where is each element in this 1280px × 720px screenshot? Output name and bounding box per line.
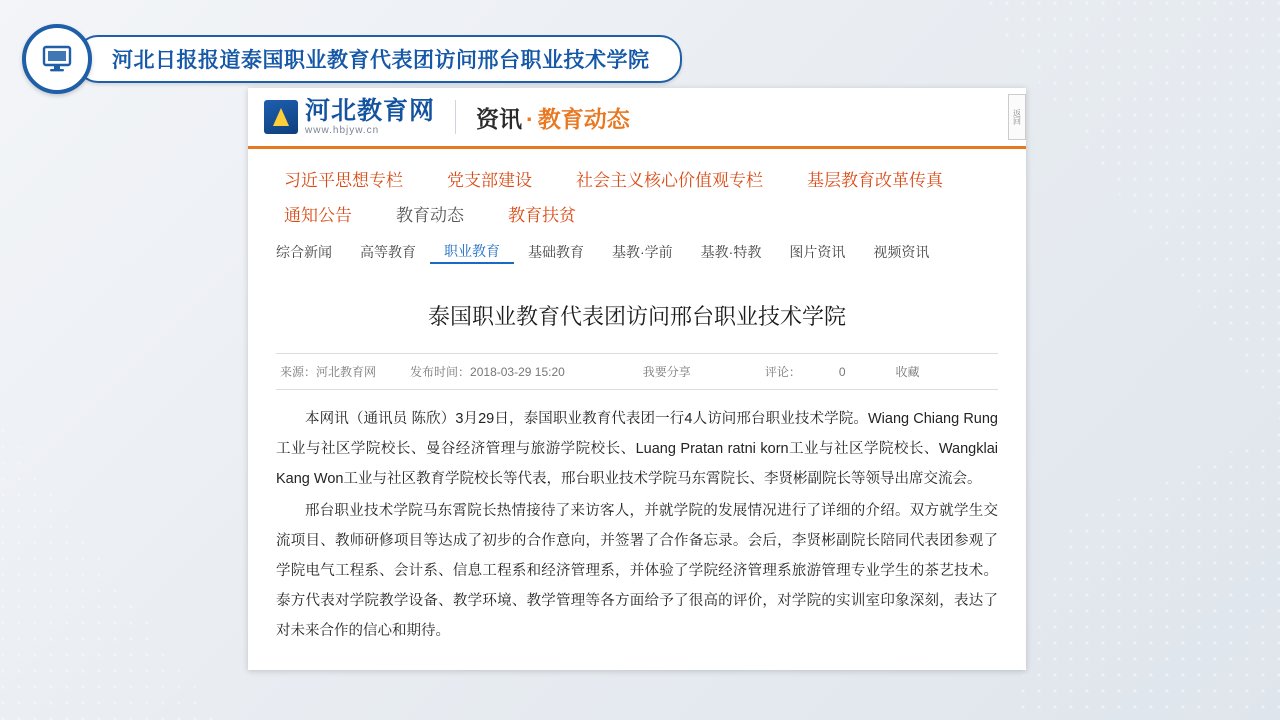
site-logo-url: www.hbjyw.cn — [305, 125, 380, 137]
nav-item-values[interactable]: 社会主义核心价值观专栏 — [576, 171, 763, 190]
time-value: 2018-03-29 15:20 — [470, 365, 565, 379]
time-label: 发布时间： — [410, 365, 471, 379]
webpage-screenshot — [248, 88, 1026, 670]
section-dot: · — [526, 105, 534, 132]
nav-item-reform[interactable]: 基层教育改革传真 — [807, 171, 943, 190]
subnav-item-video[interactable]: 视频资讯 — [873, 243, 930, 260]
slide-title-banner — [22, 24, 682, 94]
subnav-item-preschool[interactable]: 基教·学前 — [612, 243, 673, 260]
subnav-item-basic[interactable]: 基础教育 — [528, 243, 584, 260]
header-divider — [455, 100, 456, 134]
nav-item-notice[interactable]: 通知公告 — [284, 206, 352, 225]
nav-item-edu-news[interactable]: 教育动态 — [396, 206, 464, 225]
subnav-item-general[interactable]: 综合新闻 — [276, 243, 332, 260]
section-prefix: 资讯 — [476, 105, 523, 132]
site-logo-name: 河北教育网 — [305, 96, 436, 125]
secondary-navigation — [248, 233, 1026, 274]
flame-icon — [273, 108, 289, 126]
source-label: 来源： — [280, 365, 317, 379]
article-body — [276, 404, 998, 646]
section-name: 教育动态 — [537, 105, 630, 132]
nav-item-xjp[interactable]: 习近平思想专栏 — [284, 171, 403, 190]
article-source — [280, 363, 376, 380]
primary-navigation — [248, 149, 1026, 233]
site-section-heading — [476, 101, 630, 134]
article-time — [410, 363, 565, 380]
page-title: 河北日报报道泰国职业教育代表团访问邢台职业技术学院 — [112, 49, 650, 72]
article-container — [248, 300, 1026, 646]
comment-count: 0 — [838, 364, 846, 379]
side-tab-button[interactable]: 返回 — [1008, 94, 1026, 140]
site-header — [248, 88, 1026, 149]
nav-item-edu-poverty[interactable]: 教育扶贫 — [508, 206, 576, 225]
comment-label: 评论： — [764, 365, 801, 379]
site-logo-icon[interactable] — [264, 100, 298, 134]
article-paragraph: 本网讯（通讯员 陈欣）3月29日，泰国职业教育代表团一行4人访问邢台职业技术学院。Wiang Chiang Rung工业与社区学院校长、曼谷经济管理与旅游学院校长、Luang Pratan ratni korn工业与社区学院校长、Wangklai Kang Won工业与社区教育学院校长等代表，邢台职业技术学院马东霄院长、李贤彬副院长等领导出席交流会。 — [276, 411, 998, 487]
site-logo-text[interactable] — [305, 98, 435, 136]
background-dot-pattern-left — [0, 300, 260, 720]
slide-title-plate — [76, 35, 682, 83]
subnav-item-photo[interactable]: 图片资讯 — [789, 243, 846, 260]
favorite-button[interactable]: 收藏 — [895, 365, 920, 379]
article-meta-bar — [276, 353, 998, 390]
monitor-icon-glyph — [42, 45, 72, 73]
source-value: 河北教育网 — [316, 365, 377, 379]
monitor-icon — [22, 24, 92, 94]
article-paragraph: 邢台职业技术学院马东霄院长热情接待了来访客人，并就学院的发展情况进行了详细的介绍。双方就学生交流项目、教师研修项目等达成了初步的合作意向，并签署了合作备忘录。会后，李贤彬副院长陪同代表团参观了学院电气工程系、会计系、信息工程系和经济管理系，并体验了学院经济管理系旅游管理专业学生的茶艺技术。泰方代表对学院教学设备、教学环境、教学管理等各方面给予了很高的评价，对学院的实训室印象深刻，表达了对未来合作的信心和期待。 — [276, 503, 998, 639]
article-title: 泰国职业教育代表团访问邢台职业技术学院 — [427, 304, 846, 329]
subnav-item-special[interactable]: 基教·特教 — [700, 243, 762, 260]
subnav-item-higher[interactable]: 高等教育 — [360, 243, 416, 260]
nav-item-party[interactable]: 党支部建设 — [447, 171, 532, 190]
subnav-item-vocational[interactable]: 职业教育 — [430, 239, 514, 264]
share-button[interactable]: 我要分享 — [642, 365, 691, 379]
